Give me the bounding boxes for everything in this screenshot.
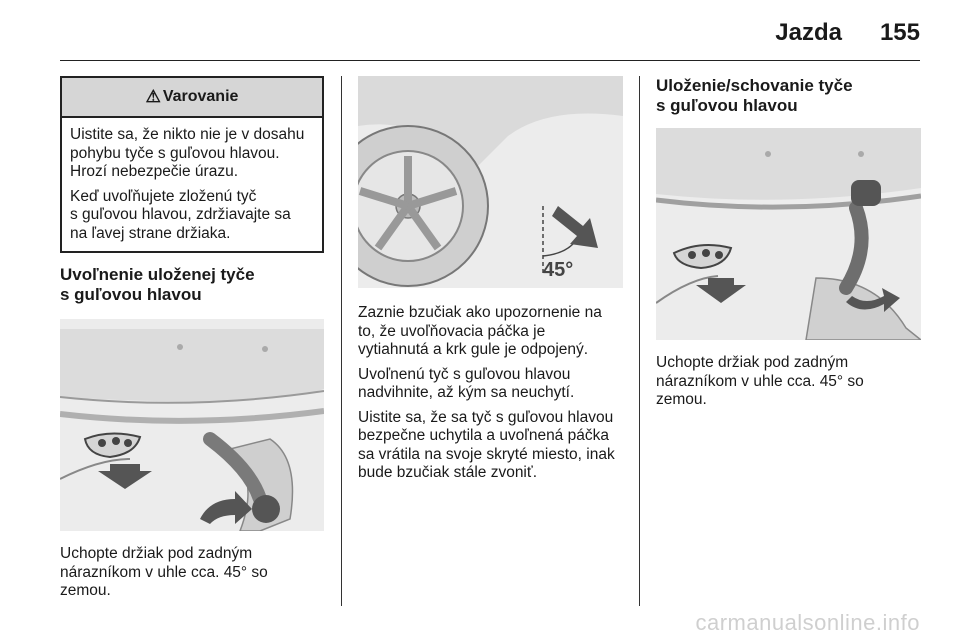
page-number: 155 — [879, 19, 920, 46]
warning-paragraph — [70, 188, 314, 244]
text-line: nárazníkom v uhle cca. 45° so — [656, 372, 864, 390]
text-line: Uchopte držiak pod zadným — [60, 545, 253, 562]
text-line: sa vrátila na svoje skryté miesto, inak — [358, 445, 615, 463]
text-line: na ľavej strane držiaka. — [70, 224, 231, 242]
text-line: Zaznie bzučiak ako upozornenie na — [358, 304, 602, 321]
text-line: bezpečne uchytila a uvoľnená páčka — [358, 427, 609, 444]
text-line: to, že uvoľňovacia páčka je — [358, 322, 546, 340]
section-heading — [60, 265, 324, 305]
caption — [60, 545, 324, 601]
text-line: nárazníkom v uhle cca. 45° so — [60, 563, 268, 581]
text-line: Uistite sa, že sa tyč s guľovou hlavou — [358, 408, 614, 426]
text-line: vytiahnutá a krk gule je odpojený. — [358, 341, 589, 358]
watermark: carmanualsonline.info — [695, 610, 920, 635]
bumper-handle-illustration — [60, 319, 324, 531]
text-line: Uistite sa, že nikto nie je v dosahu — [70, 126, 305, 143]
warning-box — [60, 76, 324, 253]
text-line: s guľovou hlavou, zdržiavajte sa — [70, 206, 291, 223]
text-line: Keď uvoľňujete zloženú tyč — [70, 187, 257, 205]
text-line: zemou. — [60, 582, 111, 599]
warning-body — [62, 118, 322, 251]
section-title: Jazda — [775, 19, 842, 46]
text-line: Uvoľnenú tyč s guľovou hlavou — [358, 365, 571, 383]
paragraph — [358, 304, 623, 360]
text-line: pohybu tyče s guľovou hlavou. — [70, 144, 280, 162]
warning-title: Varovanie — [162, 88, 239, 105]
text-line: bude bzučiak stále zvoniť. — [358, 464, 537, 481]
column-left — [60, 76, 324, 607]
column-right — [656, 76, 921, 416]
stow-bar-illustration — [656, 128, 921, 340]
illustration-release-handle — [60, 319, 324, 531]
column-divider — [341, 76, 342, 606]
heading-line: s guľovou hlavou — [656, 96, 798, 115]
illustration-stow-bar — [656, 128, 921, 340]
caption — [656, 354, 921, 410]
heading-line: s guľovou hlavou — [60, 285, 202, 304]
text-line: Hrozí nebezpečie úrazu. — [70, 163, 239, 180]
warning-triangle-icon: ⚠ — [145, 87, 161, 106]
text-line: nadvihnite, až kým sa neuchytí. — [358, 384, 575, 401]
column-divider — [639, 76, 640, 606]
angle-label: 45° — [543, 259, 574, 281]
warning-paragraph — [70, 126, 314, 182]
warning-header — [62, 78, 322, 118]
text-line: Uchopte držiak pod zadným — [656, 354, 849, 371]
text-line: zemou. — [656, 391, 707, 408]
page-header — [60, 14, 920, 61]
heading-line: Uvoľnenie uloženej tyče — [60, 265, 255, 284]
wheel-angle-illustration — [358, 76, 623, 288]
column-middle — [358, 76, 623, 489]
paragraph — [358, 409, 623, 483]
paragraph — [358, 366, 623, 403]
section-heading — [656, 76, 921, 116]
illustration-wheel-angle — [358, 76, 623, 288]
heading-line: Uloženie/schovanie tyče — [656, 76, 853, 95]
